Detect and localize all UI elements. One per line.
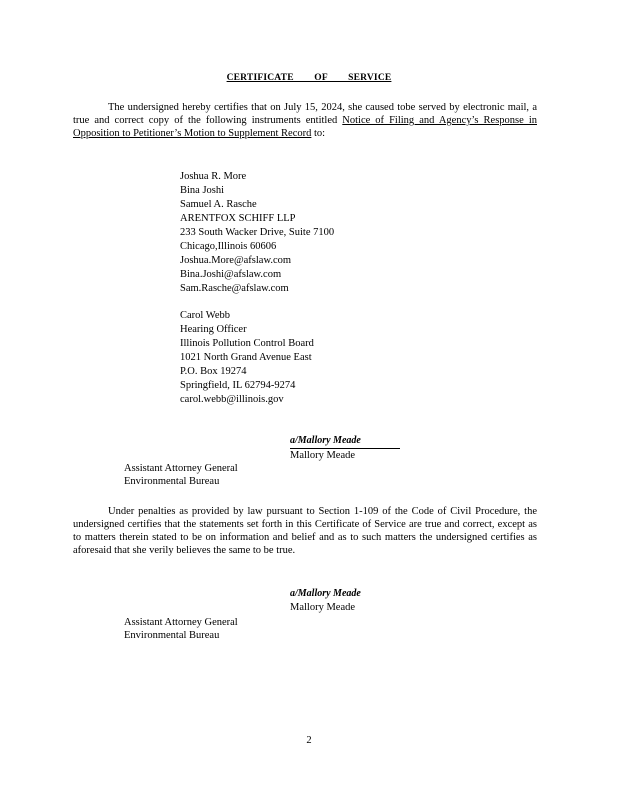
recipient-block-arentfox	[180, 170, 334, 296]
recipient-line: Samuel A. Rasche	[180, 199, 257, 210]
signer-name: Mallory Meade	[290, 602, 356, 613]
electronic-signature: a/Mallory Meade	[290, 435, 361, 446]
signer-bureau: Environmental Bureau	[124, 476, 220, 487]
recipient-line: Joshua R. More	[180, 171, 247, 182]
signature-block-1	[290, 434, 400, 463]
signer-name: Mallory Meade	[290, 450, 356, 461]
recipient-block-hearing-officer	[180, 309, 314, 407]
signer-office-2	[124, 616, 238, 642]
recipient-email: Bina.Joshi@afslaw.com	[180, 269, 282, 280]
recipient-line: 1021 North Grand Avenue East	[180, 352, 312, 363]
page-number: 2	[306, 735, 312, 746]
signer-bureau: Environmental Bureau	[124, 630, 220, 641]
recipient-line: Illinois Pollution Control Board	[180, 338, 314, 349]
intro-paragraph	[73, 101, 537, 140]
document-title	[0, 73, 618, 83]
recipient-line: 233 South Wacker Drive, Suite 7100	[180, 227, 335, 238]
signature-block-2	[290, 587, 361, 615]
signer-office-1	[124, 462, 238, 488]
recipient-line: P.O. Box 19274	[180, 366, 247, 377]
recipient-line: Chicago,Illinois 60606	[180, 241, 277, 252]
signer-title: Assistant Attorney General	[124, 617, 238, 628]
recipient-line: Bina Joshi	[180, 185, 225, 196]
recipient-line: Carol Webb	[180, 310, 230, 321]
recipient-email: Joshua.More@afslaw.com	[180, 255, 292, 266]
instrument-title: Notice of Filing and Agency’s Response in Opposition to Petitioner’s Motion to Supplement Record	[73, 115, 537, 139]
recipient-line: ARENTFOX SCHIFF LLP	[180, 213, 296, 224]
title-text: CERTIFICATE OF SERVICE	[226, 73, 392, 83]
recipient-line: Springfield, IL 62794-9274	[180, 380, 296, 391]
intro-text: The undersigned hereby certifies that on July 15, 2024, she caused tobe served by electronic mail, a true and correct copy of the following instruments entitled	[73, 102, 537, 126]
recipient-line: Hearing Officer	[180, 324, 247, 335]
recipient-email: carol.webb@illinois.gov	[180, 394, 284, 405]
verification-paragraph	[73, 505, 537, 557]
intro-tail: to:	[311, 128, 326, 139]
recipient-email: Sam.Rasche@afslaw.com	[180, 283, 289, 294]
electronic-signature: a/Mallory Meade	[290, 588, 361, 599]
verification-text: Under penalties as provided by law pursuant to Section 1-109 of the Code of Civil Procedure, the undersigned certifies that the statements set forth in this Certificate of Service are true and correct, except as to matters therein stated to be on information and belief and as to such matters the undersigned certifies as aforesaid that she verily believes the same to be true.	[73, 506, 537, 556]
signer-title: Assistant Attorney General	[124, 463, 238, 474]
